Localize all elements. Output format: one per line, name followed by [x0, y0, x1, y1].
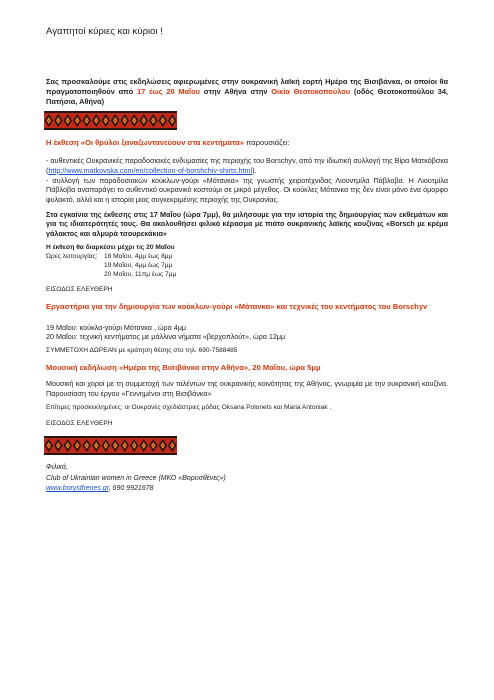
workshop-participation: ΣΥΜΜΕΤΟΧΗ ΔΩΡΕΑΝ με κράτηση θέσης στο τηλ. 690-7588485 [46, 347, 238, 355]
music-event-paragraph: Μουσική και χοροί με τη συμμετοχή των ταλέντων της ουκρανικής κοινότητας της Αθήνας, γνωριμία με την ουκρανική κουζίνα. Παρουσίαση του έργου «Γεννημένοι στη Βισιβάνκα» [46, 379, 448, 398]
embroidery-band [44, 436, 177, 455]
opening-hours: Ώρες λειτουργίας: 18 Μαΐου, 4μμ έως 8μμ 19 Μαΐου, 4μμ έως 7μμ 20 Μαΐου, 11πμ έως 7μμ [46, 252, 177, 278]
signature: Φιλικά, Club of Ukrainian women in Greece (ΜΚΟ «Βορυσθένες») www.borysthenes.gr, 690 9921678 [46, 463, 448, 495]
music-entry: ΕΙΣΟΔΟΣ ΕΛΕΥΘΕΡΗ [46, 419, 113, 427]
exhibition-duration: Η έκθεση θα διαρκέσει μέχρι τις 20 Μαΐου [46, 243, 175, 251]
opening-paragraph: Στα εγκαίνια της έκθεσης στις 17 Μαΐου (ώρα 7μμ), θα μιλήσουμε για την ιστορία της δημιουργίας των εκθεμάτων και για τις ιδιαιτερότητές τους. Θα ακολουθήσει φιλικό κέρασμα με πιάτο ουκρανικής λαϊκής κουζίνας «Borsch με κρέμα γάλακτος και αλμυρά τσουρεκάκια» [46, 209, 448, 239]
workshop-line: 19 Μαΐου: κούκλα-γούρι Μότανκα , ώρα 4μμ [46, 322, 187, 332]
invitation-paragraph: Σας προσκαλούμε στις εκδηλώσεις αφιερωμένες στην ουκρανική λαϊκή εορτή Ημέρα της Βισιβάνκα, οι οποίοι θα πραγματοποιηθούν από 17 έως 20 Μαΐου στην Αθήνα στην Οικία Θεοτοκοπούλου (οδός Θεοτοκοπούλου 34, Πατήσια, Αθήνα) [46, 76, 448, 106]
exhibition-entry: ΕΙΣΟΔΟΣ ΕΛΕΥΘΕΡΗ [46, 286, 113, 294]
club-name: Club of Ukrainian women in Greece (ΜΚΟ «Βορυσθένες») [46, 474, 226, 482]
exhibition-item-dolls: - συλλογή των παραδοσιακών κούκλων-γούρι «Μότανκα» της γνωστής χειροτέχνιδας Λιουντμίλα Πάβλοβα. Η Λιουτμίλα Πάβλοβα αναπαράγει το αυθεντικό ουκρανικό κοστούμι σε μικρό μέγεθος. Οι κούκλες Μότανκα της δεν είναι μόνο ένα όμορφο φυλακτό, αλλά και η ιστορία μιας συγκεκριμένης περιοχής της Ουκρανίας. [46, 175, 448, 205]
venue-name: Οικία Θεοτοκοπούλου [271, 86, 351, 96]
collection-link[interactable]: http://www.matkovska.com/en/collection-of-borshchiv-shirts.html [48, 165, 253, 175]
workshops-title: Εργαστήρια για την δημιουργία των κούκλων-γούρι «Μότανκα» και τεχνικές του κεντήματος του Borschyv [46, 302, 428, 312]
embroidery-band [44, 111, 177, 130]
greeting: Αγαπητοί κύριες και κύριοι ! [46, 26, 163, 37]
workshop-line: 20 Μαΐου: τεχνική κεντήματος με μάλλινα νήματα «βερχοπλούτ», ώρα 12μμ [46, 332, 286, 342]
event-dates: 17 έως 20 Μαΐου [137, 86, 200, 96]
phone-number: , 690 9921678 [108, 485, 154, 493]
exhibition-title: Η έκθεση «Οι θρύλοι ξαναζωντανεύουν στα κεντήματα» παρουσιάζει: [46, 137, 290, 147]
exhibition-item-costumes: - αυθεντικές Ουκρανικές παραδοσιακές ενδυμασίες της περιοχής του Borschyv, από την ιδιωτική συλλογή της Βίρα Ματκόβσκα (http://www.matkovska.com/en/collection-of-borshchiv-shirts.html). - συλλογή των παραδοσιακών κούκλων-γούρι «Μότανκα» της γνωστής χειροτέχνιδας Λιουντμίλα Πάβλοβα. Η Λιουτμίλα Πάβλοβα αναπαράγει το αυθεντικό ουκρανικό κοστούμι σε μικρό μέγεθος. Οι κούκλες Μότανκα της δεν είναι μόνο ένα όμορφο φυλακτό, αλλά και η ιστορία μιας συγκεκριμένης περιοχής της Ουκρανίας. [46, 156, 448, 205]
music-event-title: Μουσική εκδήλωση «Ημέρα της Βισιβάνκα στην Αθήνα», 20 Μαΐου, ώρα 5μμ [46, 362, 321, 372]
guest-designers: Επίτιμες προσκεκλημένες: οι Ουκρανές σχεδιάστριες μόδας Oksana Polonets και Maria Antoniak . [46, 403, 332, 411]
website-link[interactable]: www.borysthenes.gr [46, 485, 109, 493]
